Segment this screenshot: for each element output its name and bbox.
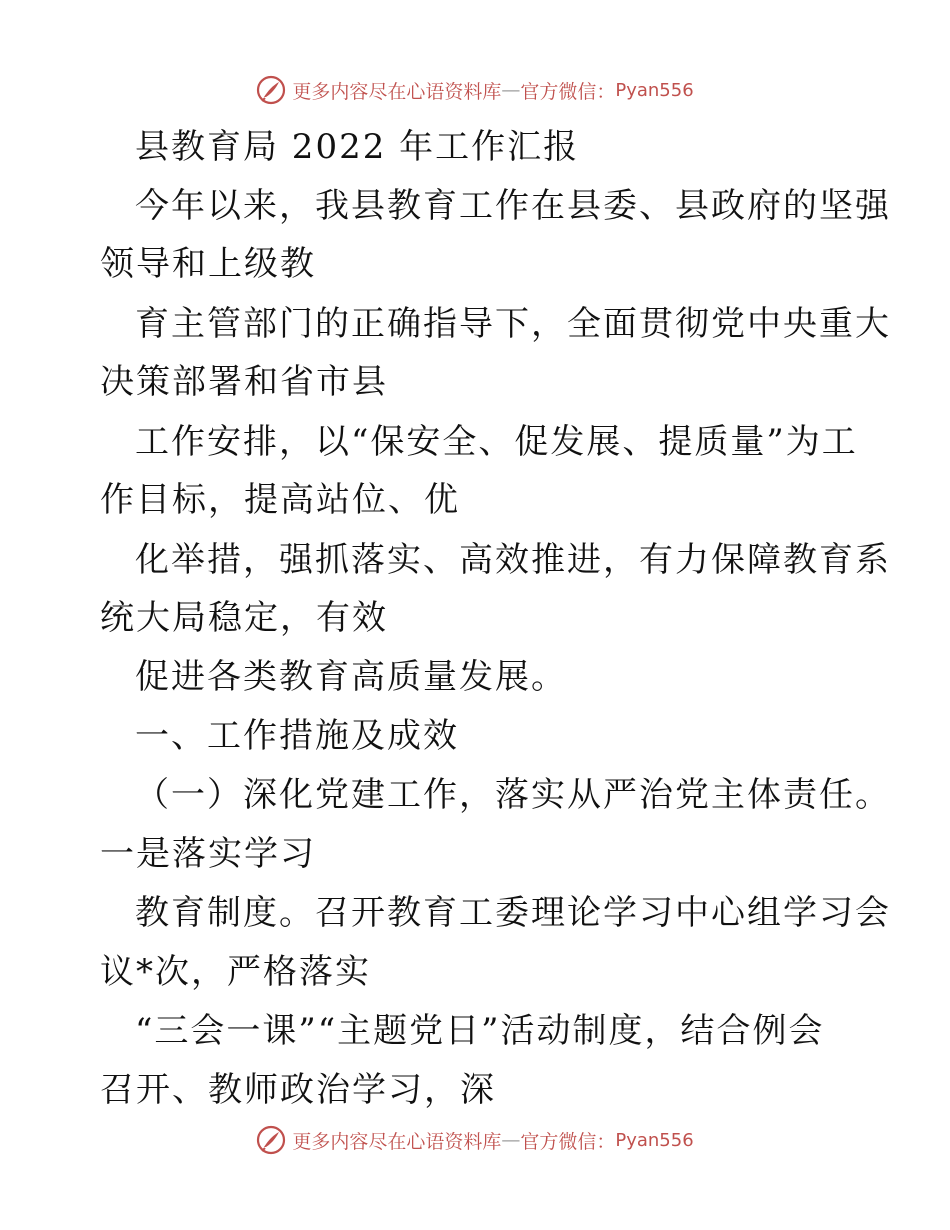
text-line: 领导和上级教 xyxy=(100,244,316,284)
text-line: 统大局稳定，有效 xyxy=(100,598,388,638)
header-watermark xyxy=(0,70,950,110)
text-line: 育主管部门的正确指导下，全面贯彻党中央重大 xyxy=(135,304,891,344)
watermark-official-label: 官方微信： xyxy=(520,1130,616,1153)
feather-pen-logo-icon xyxy=(256,1125,286,1155)
footer-watermark xyxy=(0,1120,950,1160)
text-line: 决策部署和省市县 xyxy=(100,362,388,402)
text-line: 一是落实学习 xyxy=(100,834,316,874)
watermark-account: Pyan556 xyxy=(615,79,694,101)
watermark-brand-text: 更多内容尽在心语资料库 xyxy=(292,80,502,103)
text-line: 教育制度。召开教育工委理论学习中心组学习会 xyxy=(135,893,891,933)
document-title: 县教育局 2022 年工作汇报 xyxy=(135,127,580,167)
text-line: 今年以来，我县教育工作在县委、县政府的坚强 xyxy=(135,186,891,226)
text-line: 议*次，严格落实 xyxy=(100,952,371,992)
watermark-brand-text: 更多内容尽在心语资料库 xyxy=(292,1130,502,1153)
watermark-account: Pyan556 xyxy=(615,1129,694,1151)
feather-pen-logo-icon xyxy=(256,75,286,105)
watermark-separator: — xyxy=(501,1129,521,1151)
section-heading: 一、工作措施及成效 xyxy=(135,716,459,756)
text-line: 工作安排，以“保安全、促发展、提质量”为工 xyxy=(135,422,858,462)
text-line: “三会一课”“主题党日”活动制度，结合例会 xyxy=(135,1011,825,1051)
text-line: 召开、教师政治学习，深 xyxy=(100,1070,496,1110)
text-line: 促进各类教育高质量发展。 xyxy=(135,657,567,697)
watermark-separator: — xyxy=(501,79,521,101)
subsection-heading: （一）深化党建工作，落实从严治党主体责任。 xyxy=(135,775,891,815)
text-line: 作目标，提高站位、优 xyxy=(100,480,460,520)
watermark-official-label: 官方微信： xyxy=(520,80,616,103)
text-line: 化举措，强抓落实、高效推进，有力保障教育系 xyxy=(135,540,891,580)
